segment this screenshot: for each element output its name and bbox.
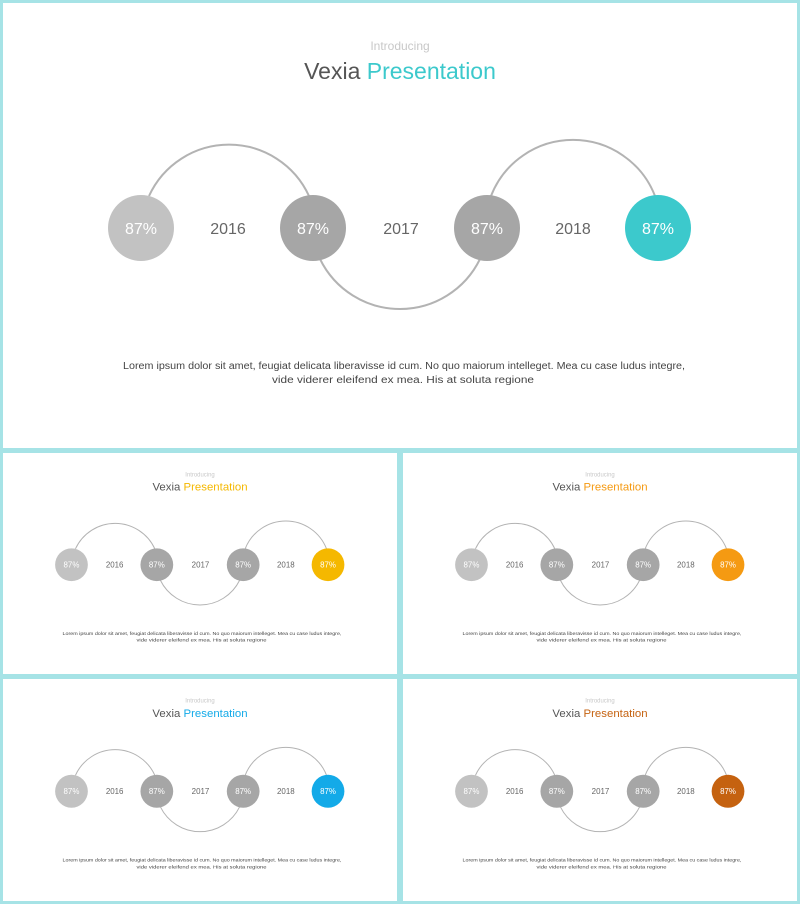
percent-label-2: 87% — [148, 787, 165, 797]
slide-title — [152, 482, 247, 494]
title-word-vexia: Vexia — [304, 58, 361, 84]
percent-label-4: 87% — [641, 221, 675, 238]
year-label-3: 2018 — [677, 560, 695, 570]
percent-label-4: 87% — [320, 560, 336, 570]
year-label-2: 2017 — [591, 787, 610, 797]
year-label-1: 2016 — [505, 560, 524, 570]
slide-canvas — [403, 453, 797, 674]
percent-label-3: 87% — [635, 560, 652, 570]
body-text-line-2: vide viderer eleifend ex mea. His at soluta regione — [536, 638, 647, 644]
arc-connector-3 — [645, 747, 726, 775]
intro-text: Introducing — [585, 472, 615, 479]
percent-label-2: 87% — [548, 560, 565, 570]
arc-connector-3 — [245, 747, 326, 775]
title-word-vexia: Vexia — [152, 707, 181, 720]
year-label-1: 2016 — [105, 560, 124, 570]
slide-canvas — [3, 453, 397, 674]
percent-label-3: 87% — [470, 221, 504, 238]
arc-connector-3 — [645, 521, 726, 549]
arc-connector-1 — [75, 523, 154, 548]
slide-thumb-blue[interactable] — [3, 679, 397, 901]
arc-connector-2 — [320, 259, 480, 309]
body-text-line-2: vide viderer eleifend ex mea. His at soluta regione — [272, 375, 535, 386]
intro-text: Introducing — [185, 698, 215, 705]
arc-connector-2 — [560, 807, 639, 832]
arc-connector-3 — [245, 521, 326, 549]
title-word-vexia: Vexia — [552, 481, 581, 494]
percent-label-1: 87% — [63, 787, 80, 797]
percent-label-3: 87% — [635, 787, 652, 797]
slide-title — [304, 58, 496, 84]
slide-thumb-brown[interactable] — [403, 679, 797, 901]
body-text-line-1: Lorem ipsum dolor sit amet, feugiat delicata liberavisse id cum. No quo maiorum intelleget. Mea cu case ludus integre, — [462, 858, 721, 864]
percent-label-3: 87% — [235, 787, 252, 797]
arc-connector-2 — [560, 580, 639, 605]
body-text-line-2: vide viderer eleifend ex mea. His at soluta regione — [136, 638, 247, 644]
body-text-line-1: Lorem ipsum dolor sit amet, feugiat delicata liberavisse id cum. No quo maiorum intelleget. Mea cu case ludus integre, — [62, 858, 321, 864]
slide-title — [552, 708, 647, 720]
year-label-2: 2017 — [383, 221, 419, 238]
intro-text: Introducing — [370, 39, 430, 53]
year-label-1: 2016 — [210, 221, 246, 238]
intro-text: Introducing — [185, 472, 215, 479]
percent-label-1: 87% — [463, 787, 480, 797]
year-label-3: 2018 — [277, 560, 295, 570]
title-word-presentation: Presentation — [583, 707, 648, 720]
year-label-2: 2017 — [591, 560, 610, 570]
title-word-vexia: Vexia — [152, 481, 181, 494]
title-word-presentation: Presentation — [183, 481, 248, 494]
percent-label-2: 87% — [148, 560, 165, 570]
body-text-line-1: Lorem ipsum dolor sit amet, feugiat delicata liberavisse id cum. No quo maiorum intelleget. Mea cu case ludus integre, — [462, 631, 722, 637]
arc-connector-1 — [475, 523, 554, 548]
slide-title — [552, 482, 647, 494]
arc-connector-2 — [160, 580, 239, 605]
year-label-3: 2018 — [677, 787, 695, 797]
title-word-presentation: Presentation — [583, 481, 648, 494]
percent-label-3: 87% — [235, 560, 252, 570]
year-label-2: 2017 — [191, 560, 210, 570]
body-text-line-2: vide viderer eleifend ex mea. His at soluta regione — [136, 865, 247, 871]
slide-canvas — [3, 679, 397, 901]
percent-label-4: 87% — [720, 787, 736, 797]
arc-connector-1 — [149, 145, 309, 196]
percent-label-4: 87% — [320, 787, 336, 797]
slide-main[interactable] — [3, 3, 797, 448]
title-word-presentation: Presentation — [366, 58, 496, 84]
title-word-vexia: Vexia — [552, 707, 581, 720]
percent-label-2: 87% — [548, 787, 565, 797]
percent-label-4: 87% — [720, 560, 736, 570]
slide-canvas — [3, 3, 797, 448]
percent-label-2: 87% — [296, 221, 330, 238]
year-label-2: 2017 — [191, 787, 210, 797]
year-label-1: 2016 — [505, 787, 524, 797]
arc-connector-1 — [475, 750, 554, 776]
body-text-line-1: Lorem ipsum dolor sit amet, feugiat delicata liberavisse id cum. No quo maiorum intelleget. Mea cu case ludus integre, — [123, 361, 685, 372]
year-label-1: 2016 — [105, 787, 124, 797]
intro-text: Introducing — [585, 698, 615, 705]
arc-connector-3 — [491, 140, 655, 196]
year-label-3: 2018 — [555, 221, 591, 238]
body-text-line-1: Lorem ipsum dolor sit amet, feugiat delicata liberavisse id cum. No quo maiorum intelleget. Mea cu case ludus integre, — [62, 631, 322, 637]
slide-thumb-orange[interactable] — [403, 453, 797, 674]
year-label-3: 2018 — [277, 787, 295, 797]
title-word-presentation: Presentation — [183, 707, 248, 720]
percent-label-1: 87% — [463, 560, 480, 570]
slide-thumb-yellow[interactable] — [3, 453, 397, 674]
body-text-line-2: vide viderer eleifend ex mea. His at soluta regione — [536, 865, 647, 871]
percent-label-1: 87% — [63, 560, 80, 570]
slide-title — [152, 708, 247, 720]
arc-connector-1 — [75, 750, 154, 776]
slide-canvas — [403, 679, 797, 901]
percent-label-1: 87% — [124, 221, 158, 238]
arc-connector-2 — [160, 807, 239, 832]
